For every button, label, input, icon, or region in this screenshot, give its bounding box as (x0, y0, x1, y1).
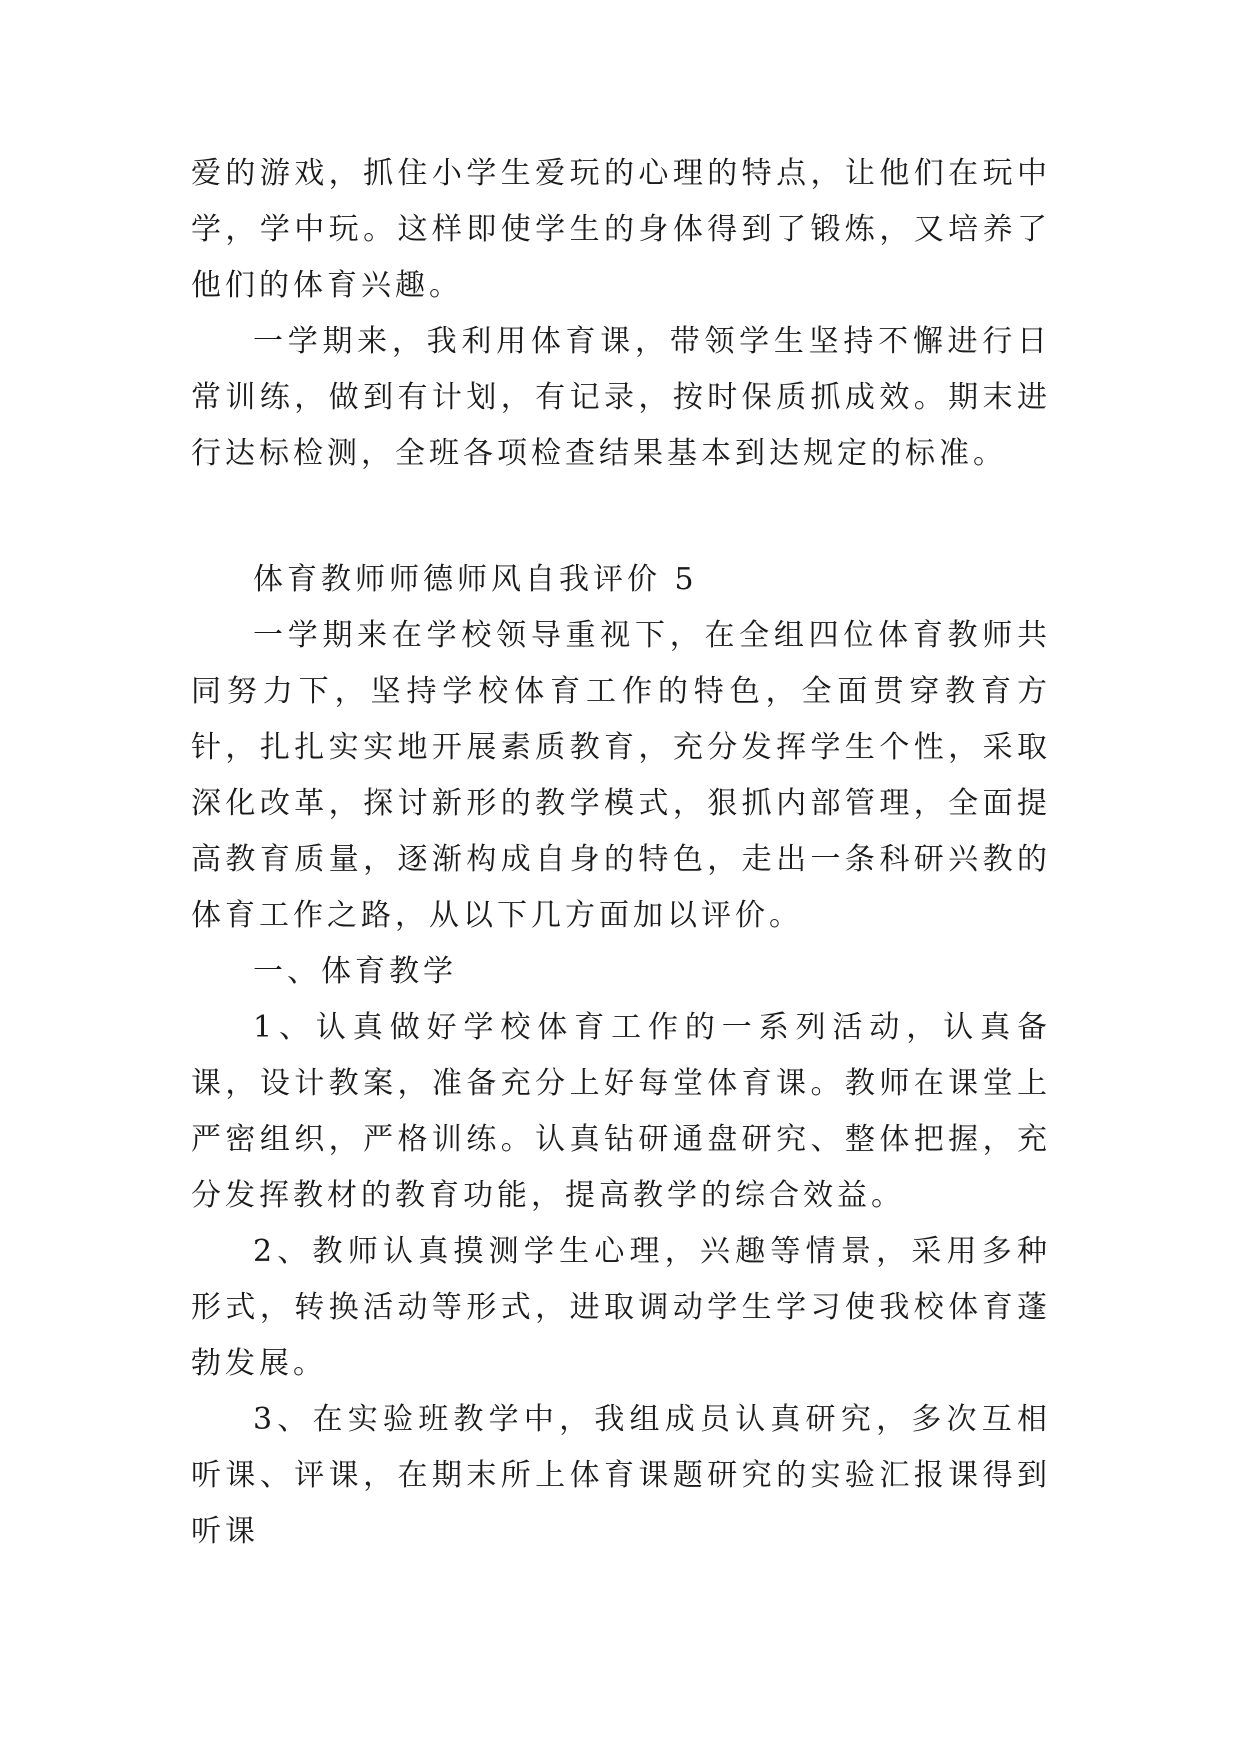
paragraph-training: 一学期来，我利用体育课，带领学生坚持不懈进行日常训练，做到有计划，有记录，按时保质抓成效。期末进行达标检测，全班各项检查结果基本到达规定的标准。 (191, 324, 1051, 471)
paragraph-intro: 一学期来在学校领导重视下，在全组四位体育教师共同努力下，坚持学校体育工作的特色，全面贯穿教育方针，扎扎实实地开展素质教育，充分发挥学生个性，采取深化改革，探讨新形的教学模式，狠抓内部管理，全面提高教育质量，逐渐构成自身的特色，走出一条科研兴教的体育工作之路，从以下几方面加以评价。 (191, 618, 1051, 933)
paragraph-item-1: 1、认真做好学校体育工作的一系列活动，认真备课，设计教案，准备充分上好每堂体育课。教师在课堂上严密组织，严格训练。认真钻研通盘研究、整体把握，充分发挥教材的教育功能，提高教学的综合效益。 (191, 1010, 1051, 1213)
heading-pe-teaching: 一、体育教学 (253, 954, 457, 989)
section-title: 体育教师师德师风自我评价 5 (253, 562, 698, 597)
paragraph-item-3: 3、在实验班教学中，我组成员认真研究，多次互相听课、评课，在期末所上体育课题研究的实验汇报课得到听课 (191, 1402, 1051, 1549)
document-body (191, 146, 1051, 1560)
paragraph-item-2: 2、教师认真摸测学生心理，兴趣等情景，采用多种形式，转换活动等形式，进取调动学生学习使我校体育蓬勃发展。 (191, 1234, 1051, 1381)
paragraph-continuation: 爱的游戏，抓住小学生爱玩的心理的特点，让他们在玩中学，学中玩。这样即使学生的身体得到了锻炼，又培养了他们的体育兴趣。 (191, 156, 1051, 303)
